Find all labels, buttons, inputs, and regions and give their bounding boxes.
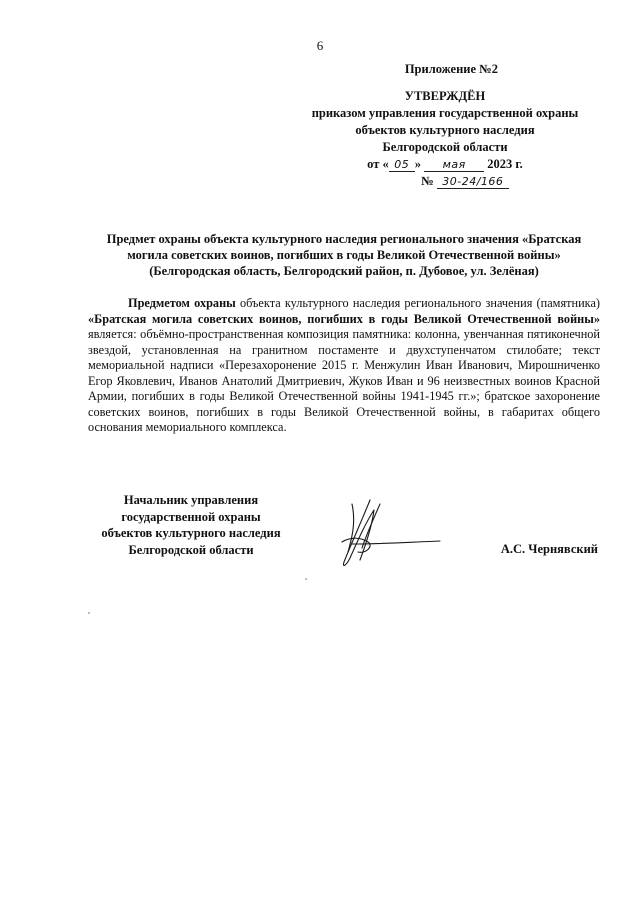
approval-date: [290, 156, 600, 173]
date-prefix: от «: [367, 157, 389, 171]
approval-line-1: приказом управления государственной охраны: [311, 106, 579, 120]
date-day: 05: [389, 159, 415, 172]
handwritten-signature: [322, 492, 442, 582]
scan-speck: [305, 578, 307, 580]
scan-speck: [88, 612, 90, 614]
approval-block: [290, 88, 600, 190]
page-number: 6: [316, 38, 324, 53]
approval-line-3: Белгородской области: [382, 140, 508, 154]
body-paragraph: [88, 296, 600, 436]
approval-heading: УТВЕРЖДЁН: [404, 89, 486, 103]
date-mid: »: [414, 157, 422, 171]
body-part-2: является: объёмно-пространственная композиция памятника: колонна, увенчанная пятиконечной звездой, установленная на гранитном постаменте и двухступенчатом стилобате; текст мемориальной надписи «Перезахоронение 2015 г. Менжулин Иван Иванович, Мирошниченко Егор Яковлевич, Иванов Анатолий Дмитриевич, Жуков Иван и 96 неизвестных воинов Красной Армии, погибших в годы Великой Отечественной войны 1941-1945 гг.»; братское захоронение советских воинов, погибших в годы Великой Отечественной войны, в габаритах общего основания мемориального комплекса.: [88, 327, 600, 434]
date-year: 2023 г.: [487, 157, 523, 171]
document-title: Предмет охраны объекта культурного наследия регионального значения «Братская могила советских воинов, погибших в годы Великой Отечественной войны» (Белгородская область, Белгородский район, п. Дубовое, ул. Зелёная): [106, 232, 582, 278]
signer-line-2: государственной охраны: [121, 509, 261, 524]
signer-position: [80, 492, 302, 558]
body-lead: Предметом охраны: [128, 296, 236, 310]
order-number: 30-24/166: [437, 176, 509, 189]
signer-line-1: Начальник управления: [123, 493, 259, 507]
body-part-1: объекта культурного наследия регионального значения (памятника): [235, 296, 600, 310]
signer-line-4: Белгородской области: [128, 542, 254, 557]
date-month: мая: [424, 159, 484, 172]
number-prefix: №: [421, 174, 434, 188]
annex-label: Приложение №2: [404, 62, 498, 76]
body-object-name: «Братская могила советских воинов, погибших в годы Великой Отечественной войны»: [88, 311, 600, 326]
approval-number: [330, 173, 600, 190]
signer-name: А.С. Чернявский: [500, 542, 598, 556]
approval-line-2: объектов культурного наследия: [355, 123, 535, 137]
signer-line-3: объектов культурного наследия: [101, 526, 281, 540]
